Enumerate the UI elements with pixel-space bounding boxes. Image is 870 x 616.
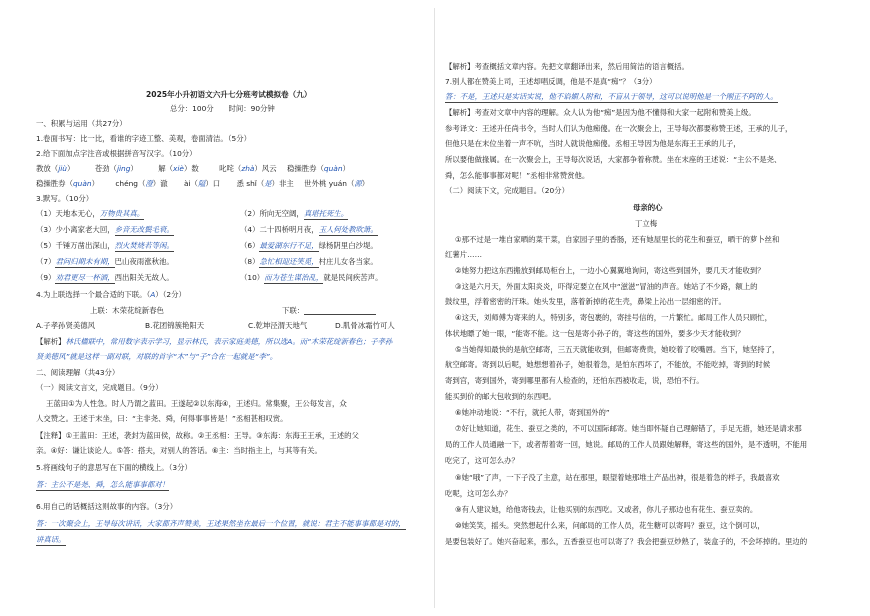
question-1: 1.卷面书写：比一比，看谁的字迹工整、美观，卷面清洁。（5分）	[36, 134, 251, 143]
q3-item-6: （6）最爱湖东行不足，绿杨阴里白沙堤。	[240, 241, 378, 250]
q3-item-7: （7）君问归期未有期，巴山夜雨涨秋池。	[36, 257, 174, 266]
q4-analysis-1: 【解析】林氏楹联中，常用数字表示学习，显示林氏，表示家庭美德，所以选A。而“木荣花绽新春色；子孝孙	[36, 337, 393, 346]
q4-option-b: B.花团锦簇艳阳天	[145, 321, 205, 330]
section-2-heading: 二、阅读理解（共43分）	[36, 368, 120, 377]
q5-answer: 答：主公不是尧、舜，怎么能事事都对！	[36, 480, 170, 489]
right-column	[435, 0, 870, 616]
story-para: 能买到价的邮大包收到的东西吧。	[445, 392, 556, 401]
q4-option-a: A.子孝孙贤美德风	[36, 321, 96, 330]
story-para: 是要包装好了。她兴奋起来，那么，五香蚕豆也可以寄了？我会把蚕豆炒熟了，装盒子的，不会坏掉的。里边的	[445, 537, 808, 546]
notes-1: 【注释】①王蓝田：王述，袭封为蓝田侯，故称。②王丞相：王导。③东海：东海王王承，王述的父	[36, 431, 359, 440]
question-7: 7.别人都在赞美上司，王述却唱反调，他是不是真“痴”？（3分）	[445, 77, 657, 86]
question-2: 2.给下面加点字注音或根据拼音写汉字。（10分）	[36, 149, 197, 158]
q6-answer-2: 讲真话。	[36, 535, 66, 544]
q7-analysis: 【解析】考查对文章中内容的理解。众人认为他“痴”是因为他不懂得和大家一起附和赞美上级。	[445, 108, 756, 117]
translation-1: 参考译文：王述升任尚书令，当时人们认为他痴傻。在一次聚会上，王导每次都要称赞王述，王承的儿子，	[445, 124, 793, 133]
q3-item-8: （8）急忙相迎还笑觅，村庄儿女各当家。	[240, 257, 378, 266]
q4-option-c: C.乾坤泾渭天地气	[248, 321, 308, 330]
translation-4: 舜，怎么能事事都对呢！”丞相非常赞赏他。	[445, 171, 590, 180]
q7-answer: 答：不是，王述只是实话实说，他不谄媚人附和，不盲从于领导，这可以说明他是一个刚正不阿的人。	[445, 92, 778, 101]
story-para: ①那不过是一堆自家晒的菜干菜，自家园子里的香肠，还有她屋里长的花生和蚕豆，晒干的萝卜丝和	[455, 235, 780, 244]
story-para: ⑧她“哦”了声，一下子没了主意，站在那里，眼望着她那堆土产品出神，很是着急的样子，我最喜欢	[455, 473, 780, 482]
story-para: 红薯片……	[445, 250, 482, 259]
story-para: ⑩她笑笑，摇头。突然想起什么来，问邮局的工作人员，花生糖可以寄吗？蚕豆，这个倒可以，	[455, 521, 765, 530]
reading-1-heading: （一）阅读文言文，完成题目。（9分）	[36, 383, 163, 392]
q6-analysis: 【解析】考查概括文章内容。先把文章翻译出来，然后用简洁的语言概括。	[445, 62, 689, 71]
exam-meta: 总分：100分 时间：90分钟	[170, 104, 275, 113]
notes-2: 亲。④好：谦让谈论人。⑤答：搭夫，对别人的答话。⑥主：当时指主上，与其等有关。	[36, 446, 322, 455]
q3-item-3: （3）少小离家老大回，乡音无改鬓毛衰。	[36, 225, 174, 234]
translation-2: 但他只是在末位坐着一声不吭，当时人就说他痴傻。丞相王导因为他是东海王王承的儿子，	[445, 139, 741, 148]
question-2-row1: 教放（jiù） 苍劲（jìng） 解（xiè）数 叱咤（zhà）风云 稳操胜券（quàn）	[36, 164, 350, 173]
story-para: 吃完了，这可怎么办？	[445, 456, 519, 465]
story-para: ⑥她冲动地说：“不行，就托人带，寄到国外的”	[455, 408, 610, 417]
translation-3: 所以要他做掾属。在一次聚会上，王导每次说话，大家都争着称赞。坐在末座的王述说：“主公不是尧、	[445, 155, 782, 164]
exam-title: 2025年小升初语文六升七分班考试模拟卷（九）	[146, 90, 312, 99]
q4-option-d: D.肌骨冰霜竹可人	[335, 321, 395, 330]
q3-item-1: （1）天地本无心，万物贵其真。	[36, 209, 145, 218]
question-2-row2: 稳操胜券（quàn） chéng（澄）澈 ài（隘）口 悉 shǐ（是）非主 世外桃 yuán（源）	[36, 179, 370, 188]
question-4: 4.为上联选择一个最合适的下联。（A）（2分）	[36, 290, 186, 299]
question-6: 6.用自己的话概括这则故事的内容。（3分）	[36, 502, 178, 511]
q4-analysis-2: 贤美德风”就是这样一副对联，对联的首字“木”与“子”合在一起就是“李”。	[36, 352, 278, 361]
q4-lower-couplet: 下联：	[282, 306, 376, 315]
story-para: 航空邮寄。寄到以后呢，她想想着孙子，她很着急，是怕东西坏了，不能放，不能吃掉，寄到的时候	[445, 360, 771, 369]
story-para: 局的工作人员通融一下，或者帮着寄一回，她说。邮局的工作人员跟她解释，寄这些的国外，是不透明，不能用	[445, 440, 808, 449]
story-para: ⑤当她得知最快的是航空邮寄，三五天就能收到，但邮寄费贵，她咬着了咬嘴唇。当下，她坚持了，	[455, 345, 780, 354]
story-para: ④这天，刘师傅为寄来的人，特别多，寄包裹的，寄挂号信的，一片繁忙。邮局工作人员只顾忙，	[455, 313, 773, 322]
classical-text-1: 王蓝田①为人性急。时人乃谓之蓝田。王遂起②以东海④，王述归。常集聚，王公每发言，众	[46, 399, 347, 408]
story-para: 吃呢，这可怎么办？	[445, 489, 512, 498]
story-para: ②她努力把这东西搬放到邮局柜台上，一边小心翼翼地询问，寄这些到国外，要几天才能收到？	[455, 266, 765, 275]
reading-2-heading: （二）阅读下文，完成题目。（20分）	[445, 186, 569, 195]
q3-item-2: （2）所向无空阔，真堪托死生。	[240, 209, 349, 218]
story-para-underlined: 体状地瞟了她一眼，“能寄不能。这一包是寄小孙子的，寄这些的国外，要多少天才能收到？	[445, 329, 745, 338]
q3-item-9: （9）劝君更尽一杯酒，西出阳关无故人。	[36, 273, 174, 282]
q4-upper-couplet: 上联：木荣花绽新春色	[90, 306, 164, 315]
story-para: ③这是六月天，外面太阳炎炎，吓得定要立在风中“滋滋”冒油的声音。她站了不少路，额上的	[455, 282, 758, 291]
story-para: 寄到宫，寄到国外，寄到哪里都有人检查的，还怕东西被收走，说，恐怕不行。	[445, 376, 704, 385]
q6-answer-1: 答：一次聚会上，王导每次讲话，大家都齐声赞美，王述果然坐在最后一个位置，就说：君主不能事事都是对的，	[36, 519, 406, 528]
classical-text-2: 人交赞之。王述于末坐，曰：“主非尧、舜，何得事事皆是！”丞相甚相叹赏。	[36, 414, 288, 423]
q3-item-10: （10）而为苍生谋治乱，就是民间疾苦声。	[240, 273, 383, 282]
story-para: ⑨有人建议她，给他寄钱去，让他买别的东西吃。又或者，你儿子那边也有花生、蚕豆卖的。	[455, 505, 758, 514]
q3-item-4: （4）二十四桥明月夜，玉人何处教吹箫。	[240, 225, 378, 234]
story-para: ⑦好让她知道，花生、蚕豆之类的，不可以国际邮寄。她当即怀疑自己理解错了，手足无措，她还是请求那	[455, 424, 802, 433]
story-author: 丁立梅	[635, 219, 658, 228]
q3-item-5: （5）千锤万凿出深山，烈火焚烧若等闲。	[36, 241, 174, 250]
question-5: 5.将画线句子的意思写在下面的横线上。（3分）	[36, 463, 192, 472]
story-para: 鼓纹里，浮着密密的汗珠。她头发里，落着新掉的花生壳，鼻梁上沁出一层细密的汗。	[445, 297, 726, 306]
story-title: 母亲的心	[633, 203, 663, 212]
section-1-heading: 一、积累与运用（共27分）	[36, 119, 127, 128]
question-3: 3.默写。（10分）	[36, 194, 94, 203]
